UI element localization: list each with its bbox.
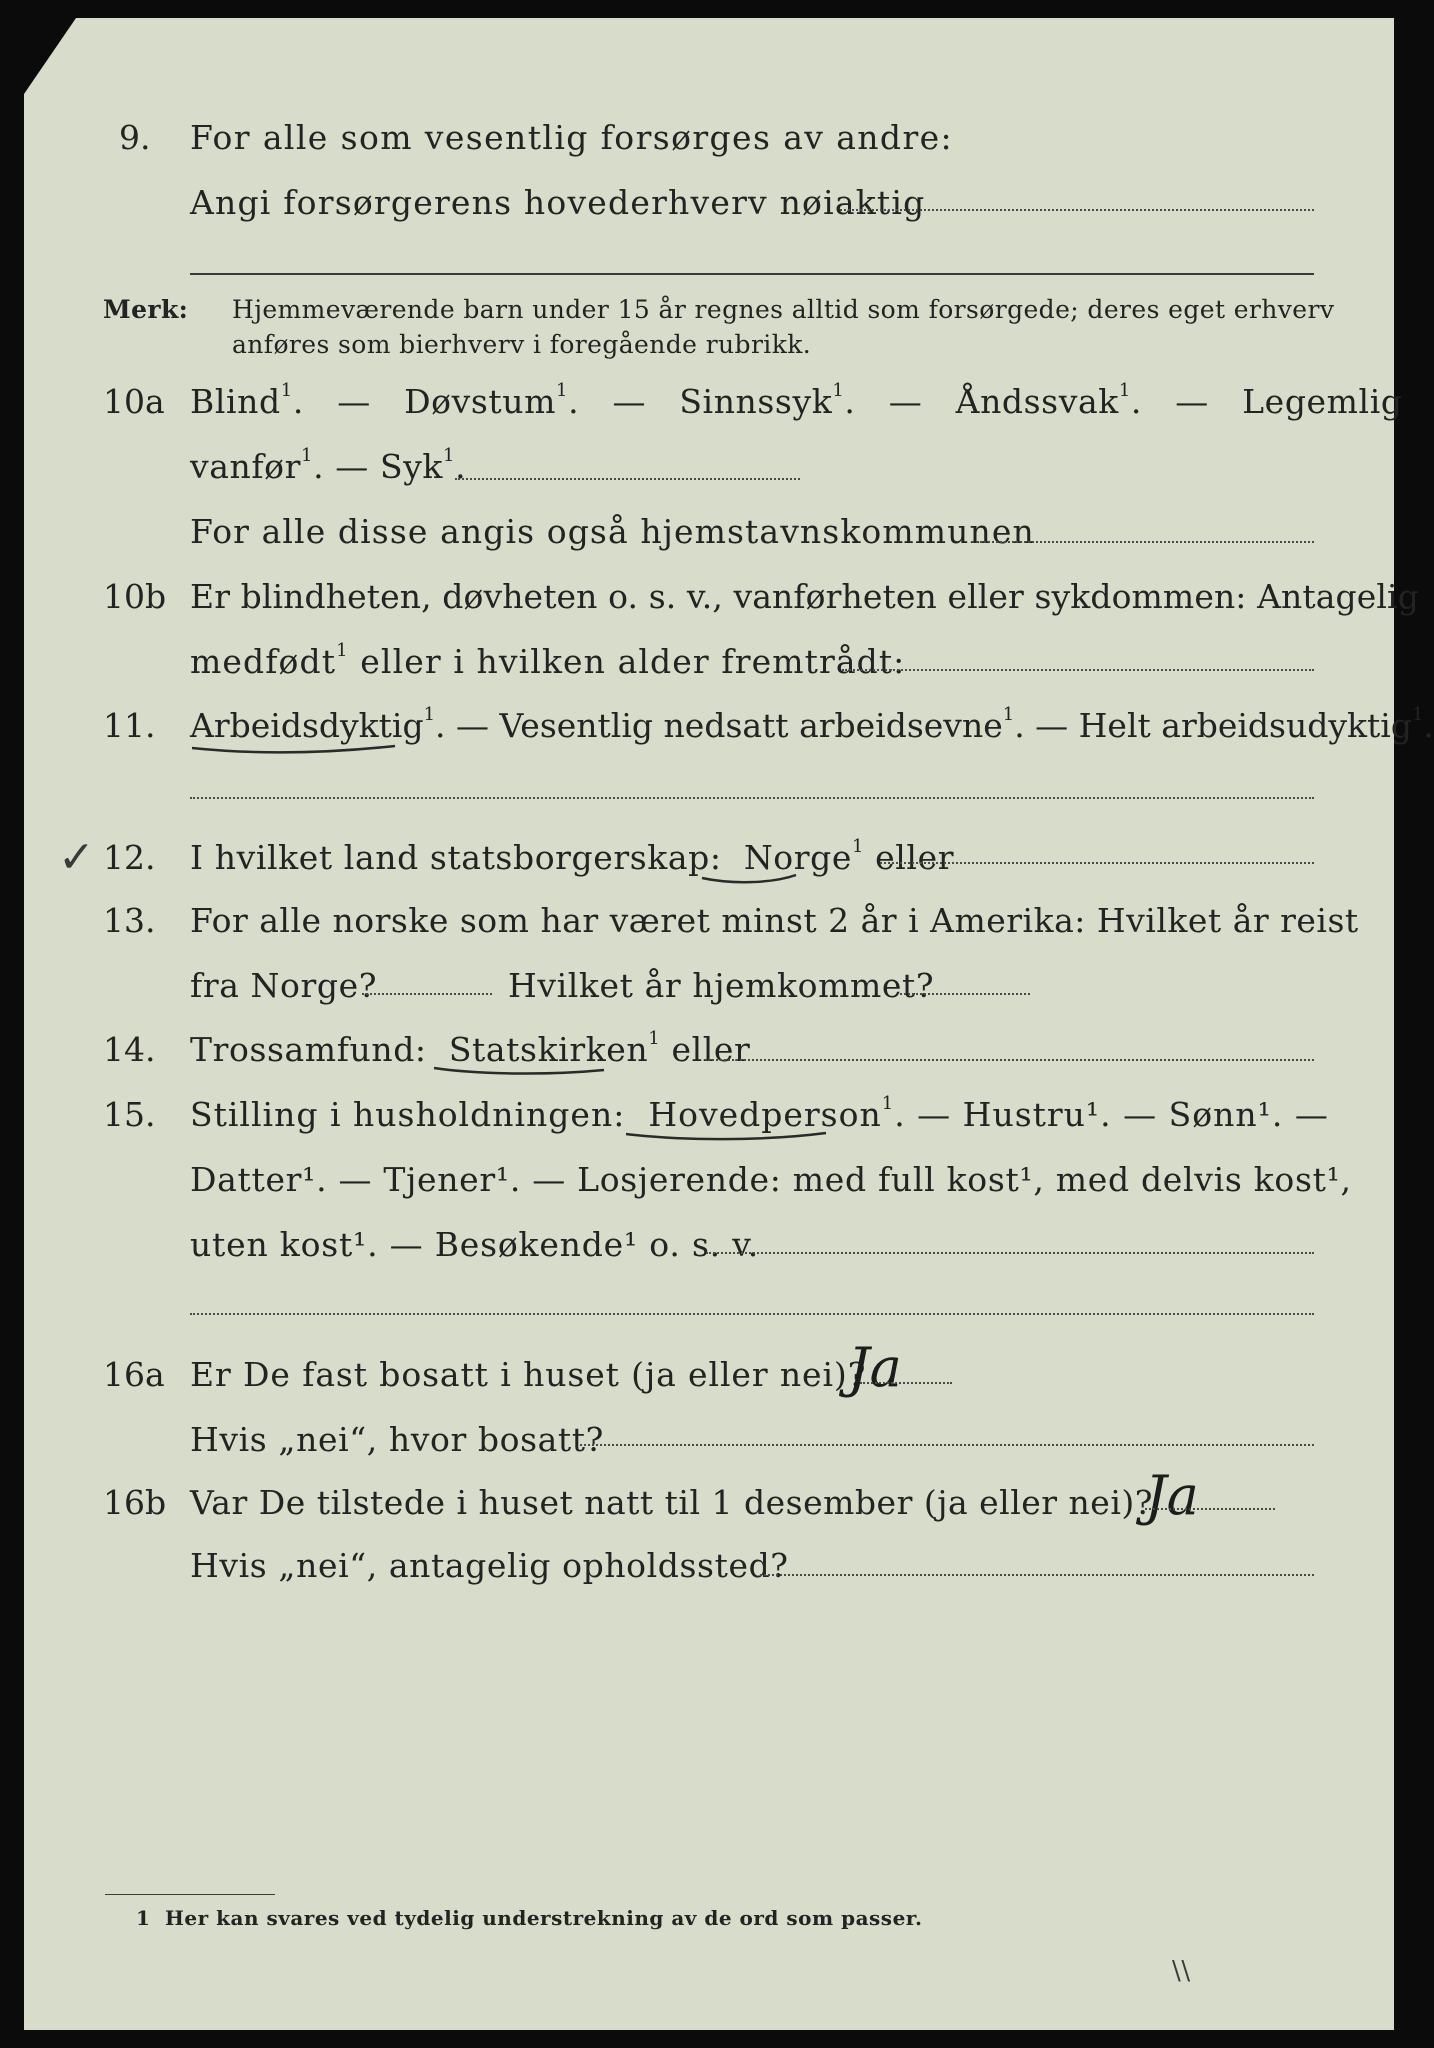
q13-number: 13. bbox=[103, 901, 156, 940]
q10a-answer-line[interactable] bbox=[455, 478, 800, 480]
q9-answer-line[interactable] bbox=[840, 209, 1314, 211]
check-mark: ✓ bbox=[58, 832, 96, 883]
q13-reist-line[interactable] bbox=[362, 993, 492, 995]
q16b-line2: Hvis „nei“, antagelig opholdssted? bbox=[190, 1546, 789, 1585]
q14-number: 14. bbox=[103, 1030, 156, 1069]
q10b-line1: Er blindheten, døvheten o. s. v., vanførheten eller sykdommen: Antagelig bbox=[190, 577, 1419, 616]
q11-number: 11. bbox=[103, 706, 156, 745]
merk-line2: anføres som bierhverv i foregående rubrikk. bbox=[232, 330, 812, 359]
q16a-line2: Hvis „nei“, hvor bosatt? bbox=[190, 1420, 604, 1459]
merk-label: Merk: bbox=[103, 295, 189, 324]
q10a-line1: Blind$^1$. — Døvstum$^1$. — Sinnssyk$^1$. — Åndssvak$^1$. — Legemlig bbox=[190, 380, 1403, 421]
q10b-line2: medfødt$^1$ eller i hvilken alder fremtrådt: bbox=[190, 640, 906, 681]
q15-answer-line[interactable] bbox=[706, 1252, 1314, 1254]
q16b-handwritten-answer: Ja bbox=[1145, 1464, 1199, 1527]
footnote-text: Her kan svares ved tydelig understrekning av de ord som passer. bbox=[165, 1906, 923, 1930]
q10b-answer-line[interactable] bbox=[842, 669, 1314, 671]
q16a-bosatt-line[interactable] bbox=[580, 1444, 1314, 1446]
q13-line1: For alle norske som har været minst 2 år i Amerika: Hvilket år reist bbox=[190, 901, 1359, 940]
q13-line2a: fra Norge? bbox=[190, 966, 378, 1005]
q15-underline-handwritten bbox=[624, 1129, 829, 1143]
q10a-number: 10a bbox=[103, 382, 165, 421]
corner-pencil-mark: \\ bbox=[1172, 1956, 1191, 1986]
q11-answer-line[interactable] bbox=[190, 797, 1314, 799]
q9-number: 9. bbox=[119, 118, 151, 157]
q14-line: Trossamfund: Statskirken$^1$ eller bbox=[190, 1028, 751, 1069]
q13-line2b: Hvilket år hjemkommet? bbox=[508, 966, 935, 1005]
q15-line2: Datter¹. — Tjener¹. — Losjerende: med full kost¹, med delvis kost¹, bbox=[190, 1160, 1352, 1199]
q15-line1: Stilling i husholdningen: Hovedperson$^1$. — Hustru¹. — Sønn¹. — bbox=[190, 1093, 1329, 1134]
q16b-answer-line[interactable] bbox=[1145, 1508, 1275, 1510]
q16a-line1: Er De fast bosatt i huset (ja eller nei)? bbox=[190, 1355, 867, 1394]
q16b-opholdssted-line[interactable] bbox=[760, 1574, 1314, 1576]
q16a-answer-line[interactable] bbox=[860, 1382, 952, 1384]
q16b-number: 16b bbox=[103, 1483, 167, 1522]
footnote-mark: 1 bbox=[136, 1906, 151, 1930]
q12-line: I hvilket land statsborgerskap: Norge$^1$ eller bbox=[190, 836, 955, 877]
q12-underline-handwritten bbox=[700, 872, 800, 886]
q12-number: 12. bbox=[103, 838, 156, 877]
q16b-line1: Var De tilstede i huset natt til 1 desember (ja eller nei)? bbox=[190, 1483, 1153, 1522]
q9-answer-line-2[interactable] bbox=[190, 273, 1314, 275]
q14-answer-line[interactable] bbox=[705, 1059, 1314, 1061]
q13-hjemkommet-line[interactable] bbox=[900, 993, 1030, 995]
q11-line: Arbeidsdyktig$^1$. — Vesentlig nedsatt arbeidsevne$^1$. — Helt arbeidsudyktig$^1$. bbox=[190, 704, 1434, 745]
q15-number: 15. bbox=[103, 1095, 156, 1134]
merk-line1: Hjemmeværende barn under 15 år regnes alltid som forsørgede; deres eget erhverv bbox=[232, 295, 1335, 324]
q10b-number: 10b bbox=[103, 577, 167, 616]
q15-line3: uten kost¹. — Besøkende¹ o. s. v. bbox=[190, 1225, 760, 1264]
q11-underline-handwritten bbox=[190, 742, 400, 756]
q9-line1: For alle som vesentlig forsørges av andre: bbox=[190, 118, 954, 157]
footnote-rule bbox=[105, 1894, 275, 1895]
q16a-number: 16a bbox=[103, 1355, 165, 1394]
q10a-line2: vanfør$^1$. — Syk$^1$. bbox=[190, 445, 467, 486]
q9-line2: Angi forsørgerens hovederhverv nøiaktig bbox=[190, 183, 926, 222]
q10a-hjemstavn-line[interactable] bbox=[972, 541, 1314, 543]
q16a-handwritten-answer: Ja bbox=[848, 1336, 902, 1399]
q15-answer-line-2[interactable] bbox=[190, 1313, 1314, 1315]
q12-answer-line[interactable] bbox=[880, 862, 1314, 864]
q14-underline-handwritten bbox=[432, 1064, 607, 1078]
q10a-line3: For alle disse angis også hjemstavnskommunen bbox=[190, 512, 1035, 551]
